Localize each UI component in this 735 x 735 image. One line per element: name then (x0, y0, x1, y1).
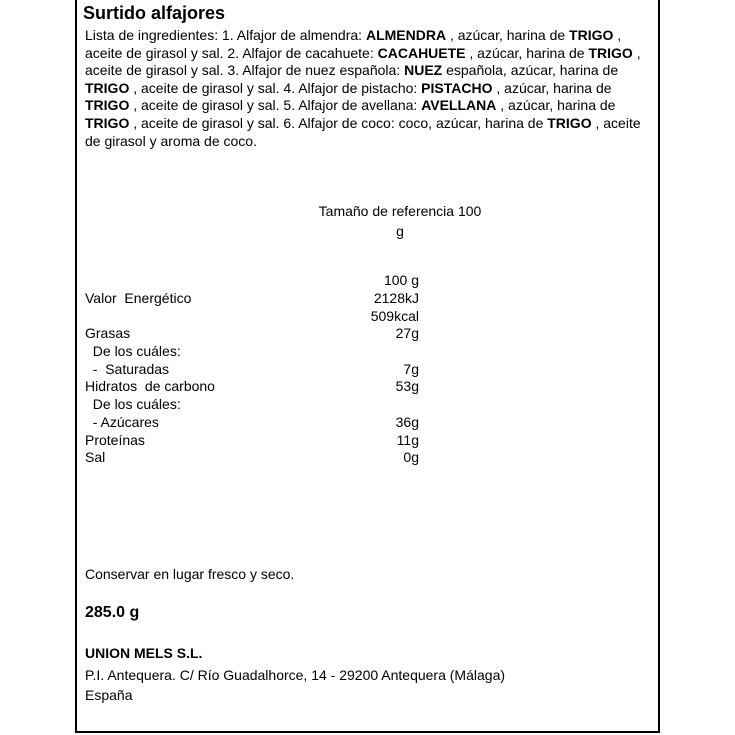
nutrition-value: 509kcal (370, 308, 419, 324)
ingredients-segment: , aceite de girasol y sal. 4. Alfajor de pistacho: (129, 79, 422, 96)
ingredients-segment: Lista de ingredientes: 1. Alfajor de almendra: (85, 27, 366, 43)
nutrition-row (0, 271, 735, 289)
nutrition-label: De los cuáles: (85, 343, 181, 359)
ingredients-segment: , azúcar, harina de (465, 44, 589, 61)
ingredients-segment: , azúcar, harina de (492, 79, 612, 96)
storage-instructions: Conservar en lugar fresco y seco. (85, 566, 295, 582)
nutrition-value: 2128kJ (373, 290, 419, 306)
nutrition-label: - Azúcares (85, 414, 159, 430)
allergen-highlight: TRIGO (85, 79, 130, 96)
nutrition-label: Sal (85, 449, 106, 465)
nutrition-row (0, 307, 735, 325)
nutrition-row (0, 448, 735, 466)
nutrition-row (0, 324, 735, 342)
ingredients-segment: , aceite de girasol y sal. 5. Alfajor de avellana: (129, 97, 422, 114)
ingredients-segment: , aceite de girasol y aroma de coco. (85, 114, 641, 149)
allergen-highlight: TRIGO (588, 44, 633, 61)
ingredients-segment: española, azúcar, harina de (442, 62, 619, 79)
reference-size-line1: Tamaño de referencia 100 (318, 203, 482, 219)
nutrition-label: Valor Energético (85, 290, 192, 306)
nutrition-value: 0g (403, 449, 419, 465)
nutrition-row (0, 431, 735, 449)
nutrition-row (0, 413, 735, 431)
allergen-highlight: AVELLANA (421, 97, 497, 114)
nutrition-label: De los cuáles: (85, 396, 181, 412)
nutrition-value: 100 g (383, 272, 419, 288)
nutrition-row (0, 360, 735, 378)
ingredients-text (85, 27, 650, 150)
allergen-highlight: ALMENDRA (365, 27, 447, 43)
net-weight: 285.0 g (85, 604, 140, 621)
reference-size-line2: g (396, 223, 404, 239)
nutrition-label: - Saturadas (85, 361, 170, 377)
allergen-highlight: TRIGO (85, 114, 130, 131)
company-name: UNION MELS S.L. (85, 645, 203, 661)
allergen-highlight: TRIGO (547, 114, 592, 131)
ingredients-segment: , aceite de girasol y sal. 6. Alfajor de coco: coco, azúcar, harina de (129, 114, 548, 131)
reference-size-header (300, 201, 500, 241)
nutrition-value: 27g (395, 325, 419, 341)
nutrition-row (0, 395, 735, 413)
nutrition-value: 11g (396, 432, 419, 448)
nutrition-label: Proteínas (85, 432, 145, 448)
product-title: Surtido alfajores (83, 3, 226, 23)
ingredients-segment: , azúcar, harina de (496, 97, 616, 114)
nutrition-row (0, 289, 735, 307)
allergen-highlight: TRIGO (569, 27, 614, 43)
allergen-highlight: PISTACHO (421, 79, 493, 96)
nutrition-label: Hidratos de carbono (85, 378, 215, 394)
nutrition-row (0, 377, 735, 395)
ingredients-segment: , aceite de girasol y sal. 3. Alfajor de nuez española: (85, 44, 641, 79)
company-address: P.I. Antequera. C/ Río Guadalhorce, 14 - 29200 Antequera (Málaga) (85, 667, 506, 683)
ingredients-segment: , aceite de girasol y sal. 2. Alfajor de cacahuete: (85, 27, 622, 61)
nutrition-value: 53g (395, 378, 419, 394)
nutrition-label: Grasas (85, 325, 131, 341)
allergen-highlight: NUEZ (404, 62, 443, 79)
nutrition-value: 36g (395, 414, 419, 430)
allergen-highlight: CACAHUETE (377, 44, 466, 61)
company-country: España (85, 687, 133, 703)
allergen-highlight: TRIGO (85, 97, 130, 114)
nutrition-row (0, 342, 735, 360)
ingredients-segment: , azúcar, harina de (446, 27, 570, 43)
nutrition-value: 7g (403, 361, 419, 377)
